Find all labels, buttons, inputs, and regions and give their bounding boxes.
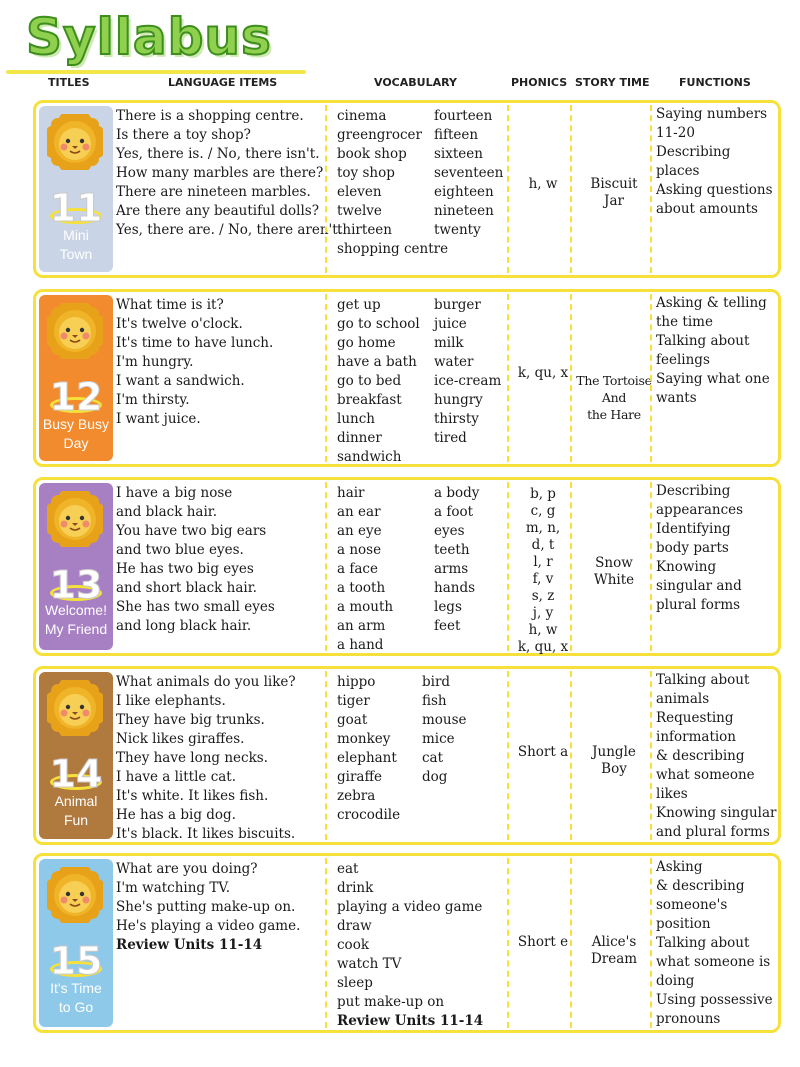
unit-row-14 <box>33 666 781 845</box>
language-item-line: I want juice. <box>116 411 201 427</box>
column-separator <box>570 671 572 840</box>
story-time <box>576 934 652 968</box>
unit-name-line: Day <box>63 435 89 451</box>
phonics-line: h, w <box>528 176 558 192</box>
language-item-line: Is there a toy shop? <box>116 127 251 143</box>
unit-badge-13 <box>39 483 113 650</box>
unit-name <box>39 601 113 639</box>
language-item-line: Yes, there are. / No, there aren't. <box>116 222 342 238</box>
vocab-item-line: eyes <box>434 523 465 539</box>
column-separator <box>325 482 327 651</box>
language-item-line: and long black hair. <box>116 618 252 634</box>
language-item-line: I'm hungry. <box>116 354 194 370</box>
function-item-line: Asking questions <box>656 182 773 198</box>
phonics-line: b, p <box>530 486 556 502</box>
vocab-item-line: hippo <box>337 674 376 690</box>
function-item-line: & describing <box>656 878 745 894</box>
vocab-item-line: playing a video game <box>337 899 483 915</box>
vocab-item-line: hair <box>337 485 365 501</box>
column-separator <box>507 671 509 840</box>
column-separator <box>570 858 572 1028</box>
column-separator <box>507 105 509 273</box>
unit-name <box>39 979 113 1017</box>
language-review: Review Units 11-14 <box>116 937 263 953</box>
function-item-line: 11-20 <box>656 125 695 141</box>
vocab-item-line: watch TV <box>337 956 402 972</box>
vocab-item-line: arms <box>434 561 469 577</box>
functions <box>656 858 773 1029</box>
vocab-item-line: book shop <box>337 146 407 162</box>
language-item-line: There is a shopping centre. <box>116 108 304 124</box>
column-separator <box>570 105 572 273</box>
function-item-line: what someone <box>656 767 755 783</box>
vocab-item-line: water <box>434 354 474 370</box>
vocab-item-line: teeth <box>434 542 470 558</box>
vocab-item-line: sleep <box>337 975 373 991</box>
function-item-line: Knowing <box>656 559 717 575</box>
vocab-item-line: eleven <box>337 184 382 200</box>
unit-name <box>39 226 113 264</box>
story-line: Dream <box>590 951 638 967</box>
function-item-line: appearances <box>656 502 744 518</box>
unit-number: 14 <box>49 752 103 796</box>
unit-name-line: Welcome! <box>45 602 107 618</box>
language-item-line: He's playing a video game. <box>116 918 301 934</box>
language-item-line: It's white. It likes fish. <box>116 788 269 804</box>
phonics-line: m, n, <box>525 520 561 536</box>
language-item-line: They have big trunks. <box>116 712 265 728</box>
vocab-item-line: tiger <box>337 693 370 709</box>
function-item-line: Talking about <box>656 333 750 349</box>
vocab-item-line: thirsty <box>434 411 479 427</box>
vocab-item-line: juice <box>434 316 467 332</box>
unit-badge-12 <box>39 295 113 461</box>
story-time <box>576 176 652 210</box>
vocab-item-line: a nose <box>337 542 382 558</box>
vocab-review: Review Units 11-14 <box>337 1013 484 1029</box>
language-items <box>116 673 296 844</box>
vocab-item-line: dinner <box>337 430 382 446</box>
language-item-line: Yes, there is. / No, there isn't. <box>116 146 320 162</box>
function-item-line: & describing <box>656 748 745 764</box>
unit-name <box>39 792 113 830</box>
vocab-item-line: cinema <box>337 108 387 124</box>
vocab-item-line: sandwich <box>337 449 402 465</box>
column-separator <box>570 482 572 651</box>
vocab-item-line: fourteen <box>434 108 493 124</box>
header-functions: FUNCTIONS <box>679 76 751 89</box>
vocabulary-col-2 <box>434 107 503 240</box>
header-phonics: PHONICS <box>511 76 568 89</box>
unit-number: 12 <box>49 375 103 419</box>
vocabulary-col-2 <box>434 484 479 636</box>
column-separator <box>507 482 509 651</box>
function-item-line: wants <box>656 390 697 406</box>
vocab-item-line: milk <box>434 335 464 351</box>
vocab-item-line: sixteen <box>434 146 483 162</box>
language-item-line: It's time to have lunch. <box>116 335 274 351</box>
vocab-item-line: legs <box>434 599 462 615</box>
language-item-line: How many marbles are there? <box>116 165 324 181</box>
unit-name-line: to Go <box>58 999 94 1015</box>
vocab-item-line: go to school <box>337 316 420 332</box>
vocab-item-line: have a bath <box>337 354 417 370</box>
vocab-item-line: a face <box>337 561 378 577</box>
function-item-line: Talking about <box>656 672 750 688</box>
story-line: And <box>601 390 627 405</box>
vocab-item-line: a hand <box>337 637 384 653</box>
vocabulary-col-1 <box>337 673 400 825</box>
unit-number: 11 <box>49 186 103 230</box>
function-item-line: Knowing singular <box>656 805 777 821</box>
header-story-time: STORY TIME <box>575 76 650 89</box>
vocabulary-col-1 <box>337 296 420 467</box>
page-title: Syllabus <box>26 8 272 66</box>
vocab-item-line: giraffe <box>337 769 383 785</box>
unit-row-15 <box>33 853 781 1033</box>
unit-name <box>39 415 113 453</box>
story-line: Biscuit <box>590 176 638 192</box>
vocab-item-line: tired <box>434 430 467 446</box>
vocab-item-line: a mouth <box>337 599 394 615</box>
story-time <box>576 555 652 589</box>
functions <box>656 671 777 842</box>
column-separator <box>325 294 327 462</box>
phonics <box>512 176 574 193</box>
vocab-item-line: breakfast <box>337 392 402 408</box>
vocab-item-line: mice <box>422 731 455 747</box>
story-line: The Tortoise <box>576 373 652 388</box>
vocab-item-line: eighteen <box>434 184 494 200</box>
vocab-item-line: greengrocer <box>337 127 422 143</box>
language-items <box>116 484 275 636</box>
function-item-line: Requesting <box>656 710 734 726</box>
language-item-line: It's black. It likes biscuits. <box>116 826 296 842</box>
vocab-item-line: put make-up on <box>337 994 445 1010</box>
unit-name-line: Town <box>59 246 93 262</box>
vocab-item-line: cook <box>337 937 369 953</box>
column-separator <box>507 294 509 462</box>
header-titles: TITLES <box>48 76 90 89</box>
function-item-line: animals <box>656 691 710 707</box>
function-item-line: plural forms <box>656 597 741 613</box>
phonics-line: h, w <box>528 622 558 638</box>
vocab-item-line: dog <box>422 769 448 785</box>
unit-name-line: My Friend <box>44 621 108 637</box>
vocab-item-line: an eye <box>337 523 382 539</box>
function-item-line: Identifying <box>656 521 731 537</box>
vocab-item-line: seventeen <box>434 165 504 181</box>
language-item-line: I want a sandwich. <box>116 373 245 389</box>
vocab-item-line: thirteen <box>337 222 392 238</box>
function-item-line: information <box>656 729 737 745</box>
unit-name-line: Animal <box>54 793 98 809</box>
function-item-line: pronouns <box>656 1011 721 1027</box>
vocab-item-line: draw <box>337 918 372 934</box>
vocab-item-line: hands <box>434 580 476 596</box>
vocab-item-line: lunch <box>337 411 375 427</box>
vocab-item-line: fifteen <box>434 127 479 143</box>
function-item-line: likes <box>656 786 688 802</box>
column-separator <box>507 858 509 1028</box>
vocabulary-col-1 <box>337 107 448 259</box>
function-item-line: Asking & telling <box>656 295 767 311</box>
language-item-line: and two blue eyes. <box>116 542 244 558</box>
language-item-line: They have long necks. <box>116 750 268 766</box>
vocabulary-col-2 <box>434 296 501 448</box>
story-line: the Hare <box>587 407 641 422</box>
language-item-line: Nick likes giraffes. <box>116 731 245 747</box>
vocab-item-line: drink <box>337 880 374 896</box>
vocab-item-line: mouse <box>422 712 467 728</box>
header-language-items: LANGUAGE ITEMS <box>168 76 278 89</box>
unit-row-11 <box>33 100 781 278</box>
language-item-line: There are nineteen marbles. <box>116 184 311 200</box>
vocab-item-line: eat <box>337 861 359 877</box>
language-item-line: She has two small eyes <box>116 599 275 615</box>
function-item-line: Using possessive <box>656 992 773 1008</box>
language-item-line: Are there any beautiful dolls? <box>116 203 319 219</box>
functions <box>656 294 770 408</box>
language-item-line: and black hair. <box>116 504 218 520</box>
story-time <box>576 372 652 423</box>
function-item-line: singular and <box>656 578 742 594</box>
language-item-line: What animals do you like? <box>116 674 296 690</box>
story-line: Jar <box>604 193 624 209</box>
function-item-line: Talking about <box>656 935 750 951</box>
story-line: Alice's <box>591 934 637 950</box>
function-item-line: what someone is <box>656 954 771 970</box>
function-item-line: the time <box>656 314 713 330</box>
vocab-item-line: shopping centre <box>337 241 449 257</box>
story-line: Snow <box>595 555 633 571</box>
phonics-line: Short e <box>517 934 569 950</box>
story-line: Boy <box>601 761 627 777</box>
vocab-item-line: bird <box>422 674 451 690</box>
language-items <box>116 860 300 955</box>
unit-name-line: It's Time <box>50 980 102 996</box>
function-item-line: about amounts <box>656 201 758 217</box>
lion-icon <box>47 491 103 547</box>
vocabulary-col-1 <box>337 860 483 1031</box>
function-item-line: and plural forms <box>656 824 770 840</box>
phonics-line: f, v <box>532 571 554 587</box>
function-item-line: Saying what one <box>656 371 770 387</box>
vocab-item-line: get up <box>337 297 381 313</box>
language-item-line: and short black hair. <box>116 580 257 596</box>
phonics-line: Short a <box>517 744 569 760</box>
title-underline <box>6 70 306 74</box>
lion-icon <box>47 867 103 923</box>
unit-row-12 <box>33 289 781 467</box>
unit-badge-14 <box>39 672 113 839</box>
language-item-line: I'm thirsty. <box>116 392 190 408</box>
function-item-line: doing <box>656 973 695 989</box>
vocab-item-line: toy shop <box>337 165 395 181</box>
vocab-item-line: twenty <box>434 222 481 238</box>
phonics <box>512 486 574 656</box>
vocabulary-col-2 <box>422 673 467 787</box>
story-time <box>576 744 652 778</box>
vocab-item-line: a body <box>434 485 480 501</box>
phonics-line: d, t <box>531 537 555 553</box>
column-separator <box>325 671 327 840</box>
story-line: Jungle <box>592 744 636 760</box>
phonics <box>512 365 574 382</box>
column-separator <box>570 294 572 462</box>
phonics-line: l, r <box>533 554 553 570</box>
vocab-item-line: go home <box>337 335 396 351</box>
phonics-line: k, qu, x <box>517 639 569 655</box>
language-item-line: She's putting make-up on. <box>116 899 296 915</box>
phonics-line: s, z <box>531 588 555 604</box>
vocab-item-line: nineteen <box>434 203 494 219</box>
vocab-item-line: fish <box>422 693 447 709</box>
column-separator <box>650 105 652 273</box>
language-item-line: I have a big nose <box>116 485 233 501</box>
language-item-line: It's twelve o'clock. <box>116 316 243 332</box>
unit-name-line: Mini <box>63 227 89 243</box>
function-item-line: someone's <box>656 897 728 913</box>
function-item-line: Saying numbers <box>656 106 768 122</box>
function-item-line: position <box>656 916 711 932</box>
unit-number: 13 <box>49 563 103 607</box>
vocab-item-line: zebra <box>337 788 376 804</box>
language-item-line: I like elephants. <box>116 693 226 709</box>
column-separator <box>325 858 327 1028</box>
functions <box>656 482 743 615</box>
phonics-line: k, qu, x <box>517 365 569 381</box>
vocab-item-line: a foot <box>434 504 474 520</box>
story-line: White <box>593 572 635 588</box>
column-separator <box>650 482 652 651</box>
phonics <box>512 744 574 761</box>
unit-row-13 <box>33 477 781 656</box>
function-item-line: feelings <box>656 352 710 368</box>
vocab-item-line: twelve <box>337 203 382 219</box>
phonics <box>512 934 574 951</box>
vocabulary-col-1 <box>337 484 393 655</box>
vocab-item-line: an ear <box>337 504 381 520</box>
unit-badge-11 <box>39 106 113 272</box>
function-item-line: Describing <box>656 144 731 160</box>
unit-name-line: Fun <box>63 812 89 828</box>
language-item-line: I have a little cat. <box>116 769 237 785</box>
lion-icon <box>47 680 103 736</box>
column-separator <box>650 671 652 840</box>
column-separator <box>325 105 327 273</box>
header-vocabulary: VOCABULARY <box>374 76 457 89</box>
vocab-item-line: feet <box>434 618 461 634</box>
language-item-line: He has two big eyes <box>116 561 254 577</box>
vocab-item-line: a tooth <box>337 580 386 596</box>
column-separator <box>650 858 652 1028</box>
unit-name-line: Busy Busy <box>42 416 110 432</box>
functions <box>656 105 773 219</box>
lion-icon <box>47 303 103 359</box>
vocab-item-line: go to bed <box>337 373 402 389</box>
vocab-item-line: burger <box>434 297 481 313</box>
column-separator <box>650 294 652 462</box>
function-item-line: Asking <box>656 859 703 875</box>
vocab-item-line: crocodile <box>337 807 401 823</box>
language-item-line: He has a big dog. <box>116 807 236 823</box>
language-items <box>116 296 273 429</box>
vocab-item-line: goat <box>337 712 368 728</box>
lion-icon <box>47 114 103 170</box>
language-item-line: What are you doing? <box>116 861 258 877</box>
vocab-item-line: monkey <box>337 731 391 747</box>
language-item-line: I'm watching TV. <box>116 880 231 896</box>
vocab-item-line: hungry <box>434 392 483 408</box>
phonics-line: j, y <box>532 605 554 621</box>
language-item-line: You have two big ears <box>116 523 267 539</box>
language-items <box>116 107 342 240</box>
vocab-item-line: elephant <box>337 750 397 766</box>
vocab-item-line: cat <box>422 750 444 766</box>
function-item-line: places <box>656 163 700 179</box>
vocab-item-line: an arm <box>337 618 386 634</box>
unit-number: 15 <box>49 939 103 983</box>
unit-badge-15 <box>39 859 113 1027</box>
vocab-item-line: ice-cream <box>434 373 502 389</box>
function-item-line: body parts <box>656 540 729 556</box>
function-item-line: Describing <box>656 483 731 499</box>
phonics-line: c, g <box>530 503 556 519</box>
language-item-line: What time is it? <box>116 297 224 313</box>
